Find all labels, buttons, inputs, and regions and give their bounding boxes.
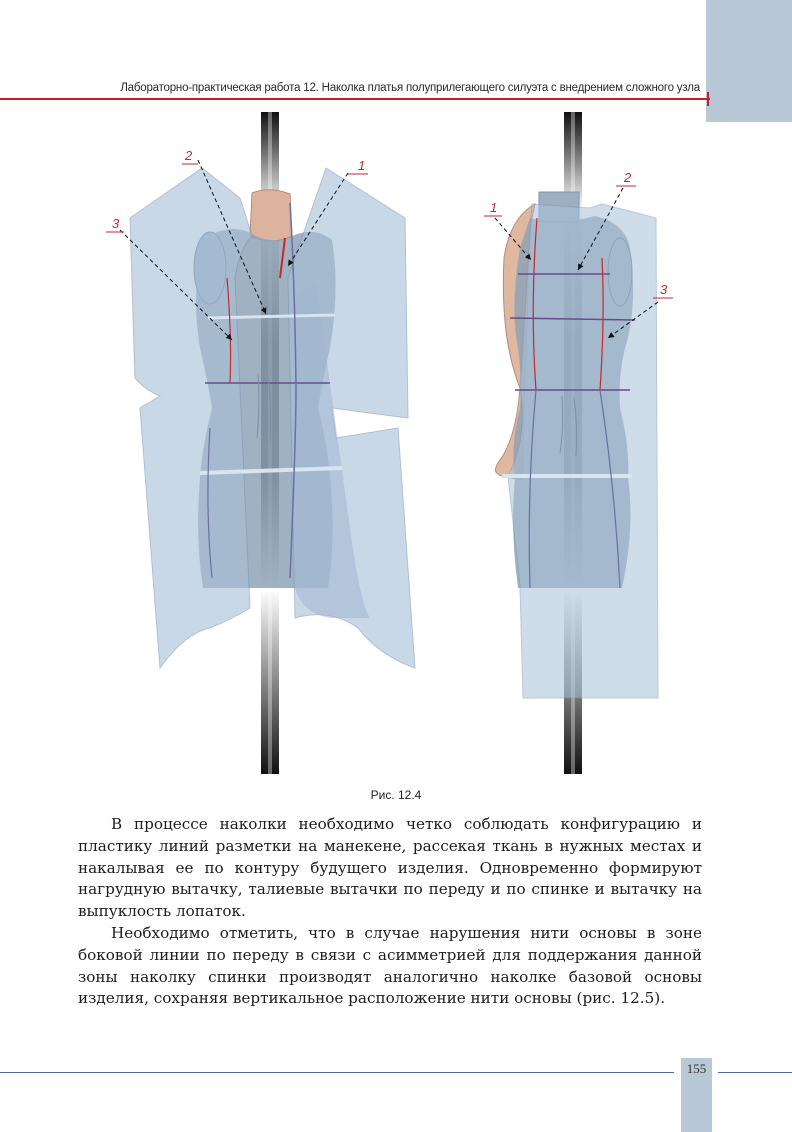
draping-figure <box>90 108 702 780</box>
footer-rule <box>0 1072 674 1073</box>
corner-tab <box>706 0 792 122</box>
left-callout-2: 2 <box>185 148 193 163</box>
right-mannequin <box>484 112 673 774</box>
right-callout-3: 3 <box>660 282 668 297</box>
right-callout-1: 1 <box>490 200 498 215</box>
figure-caption: Рис. 12.4 <box>370 788 422 802</box>
left-callout-1: 1 <box>358 158 366 173</box>
header-rule <box>0 98 710 100</box>
page-number: 155 <box>686 1061 707 1076</box>
running-header: Лабораторно-практическая работа 12. Наколка платья полуприлегающего силуэта с внедрением сложного узла <box>120 82 700 94</box>
paragraph: В процессе наколки необходимо четко соблюдать конфигурацию и пластику линий разметки на манекене, рассекая ткань в нужных местах и накалывая ее по контуру будущего изделия. Одновременно формируют нагрудную вытачку, талиевые вытачки по переду и по спинке и вытачку на выпуклость лопаток. <box>78 815 702 921</box>
left-mannequin <box>106 112 415 774</box>
left-callout-3: 3 <box>112 216 120 231</box>
right-fabric-panel <box>508 204 658 698</box>
header-tick <box>707 92 709 106</box>
paragraph: Необходимо отметить, что в случае нарушения нити основы в зоне боковой линии по переду в связи с асимметрией для поддержания данной зоны наколку спинки производят аналогично наколке базовой основы изделия, сохраняя вертикальное расположение нити основы (рис. 12.5). <box>78 923 702 1008</box>
body-text <box>78 814 702 1010</box>
right-callout-2: 2 <box>624 170 632 185</box>
footer-rule <box>718 1072 792 1073</box>
